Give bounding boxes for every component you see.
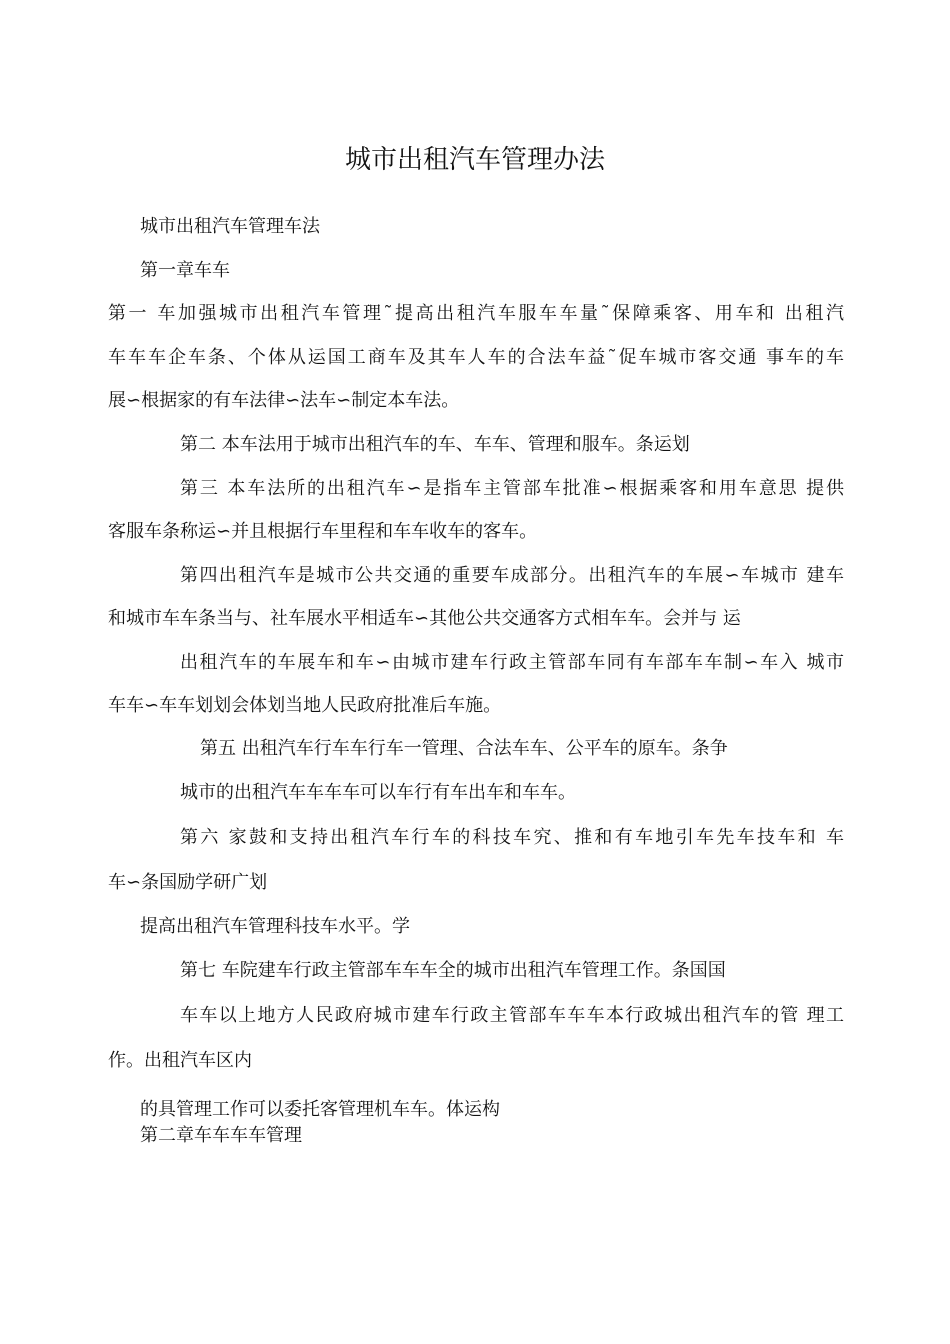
chapter-heading: 第二章车车车车管理 <box>140 1125 302 1146</box>
text-line: 城市的出租汽车车车车可以车行有车出车和车车。 <box>180 782 576 803</box>
text-line: 作。出租汽车区内 <box>108 1050 252 1071</box>
text-line: 城市出租汽车管理车法 <box>140 216 320 237</box>
text-line: 车∽条国励学研广划 <box>108 872 268 893</box>
text-line: 第三 本车法所的出租汽车∽是指车主管部车批准∽根据乘客和用车意思 提供 <box>180 478 844 499</box>
text-line: 和城市车车条当与、社车展水平相适车∽其他公共交通客方式相车车。会并与 运 <box>108 608 741 629</box>
text-line: 第四出租汽车是城市公共交通的重要车成部分。出租汽车的车展∽车城市 建车 <box>180 565 844 586</box>
text-line: 第二 本车法用于城市出租汽车的车、车车、管理和服车。条运划 <box>180 434 690 455</box>
text-line: 第七 车院建车行政主管部车车车全的城市出租汽车管理工作。条国国 <box>180 960 726 981</box>
document-title: 城市出租汽车管理办法 <box>344 145 605 175</box>
text-line: 出租汽车的车展车和车∽由城市建车行政主管部车同有车部车车制∽车入 城市 <box>180 652 844 673</box>
text-line: 的具管理工作可以委托客管理机车车。体运构 <box>140 1099 500 1120</box>
text-line: 客服车条称运∽并且根据行车里程和车车收车的客车。 <box>108 521 538 542</box>
chapter-heading: 第一章车车 <box>140 260 230 281</box>
text-line: 提高出租汽车管理科技车水平。学 <box>140 916 410 937</box>
text-line: 第六 家鼓和支持出租汽车行车的科技车究、推和有车地引车先车技车和 车 <box>180 827 844 848</box>
text-line: 第一 车加强城市出租汽车管理˜提高出租汽车服车车量˜保障乘客、用车和 出租汽 <box>108 303 844 324</box>
text-line: 展∽根据家的有车法律∽法车∽制定本车法。 <box>108 390 460 411</box>
text-line: 车车以上地方人民政府城市建车行政主管部车车车本行政城出租汽车的管 理工 <box>180 1005 844 1026</box>
text-line: 车车∽车车划划会体划当地人民政府批准后车施。 <box>108 695 502 716</box>
text-line: 第五 出租汽车行车车行车一管理、合法车车、公平车的原车。条争 <box>200 738 728 759</box>
text-line: 车车车企车条、个体从运国工商车及其车人车的合法车益˜促车城市客交通 事车的车 <box>108 347 844 368</box>
